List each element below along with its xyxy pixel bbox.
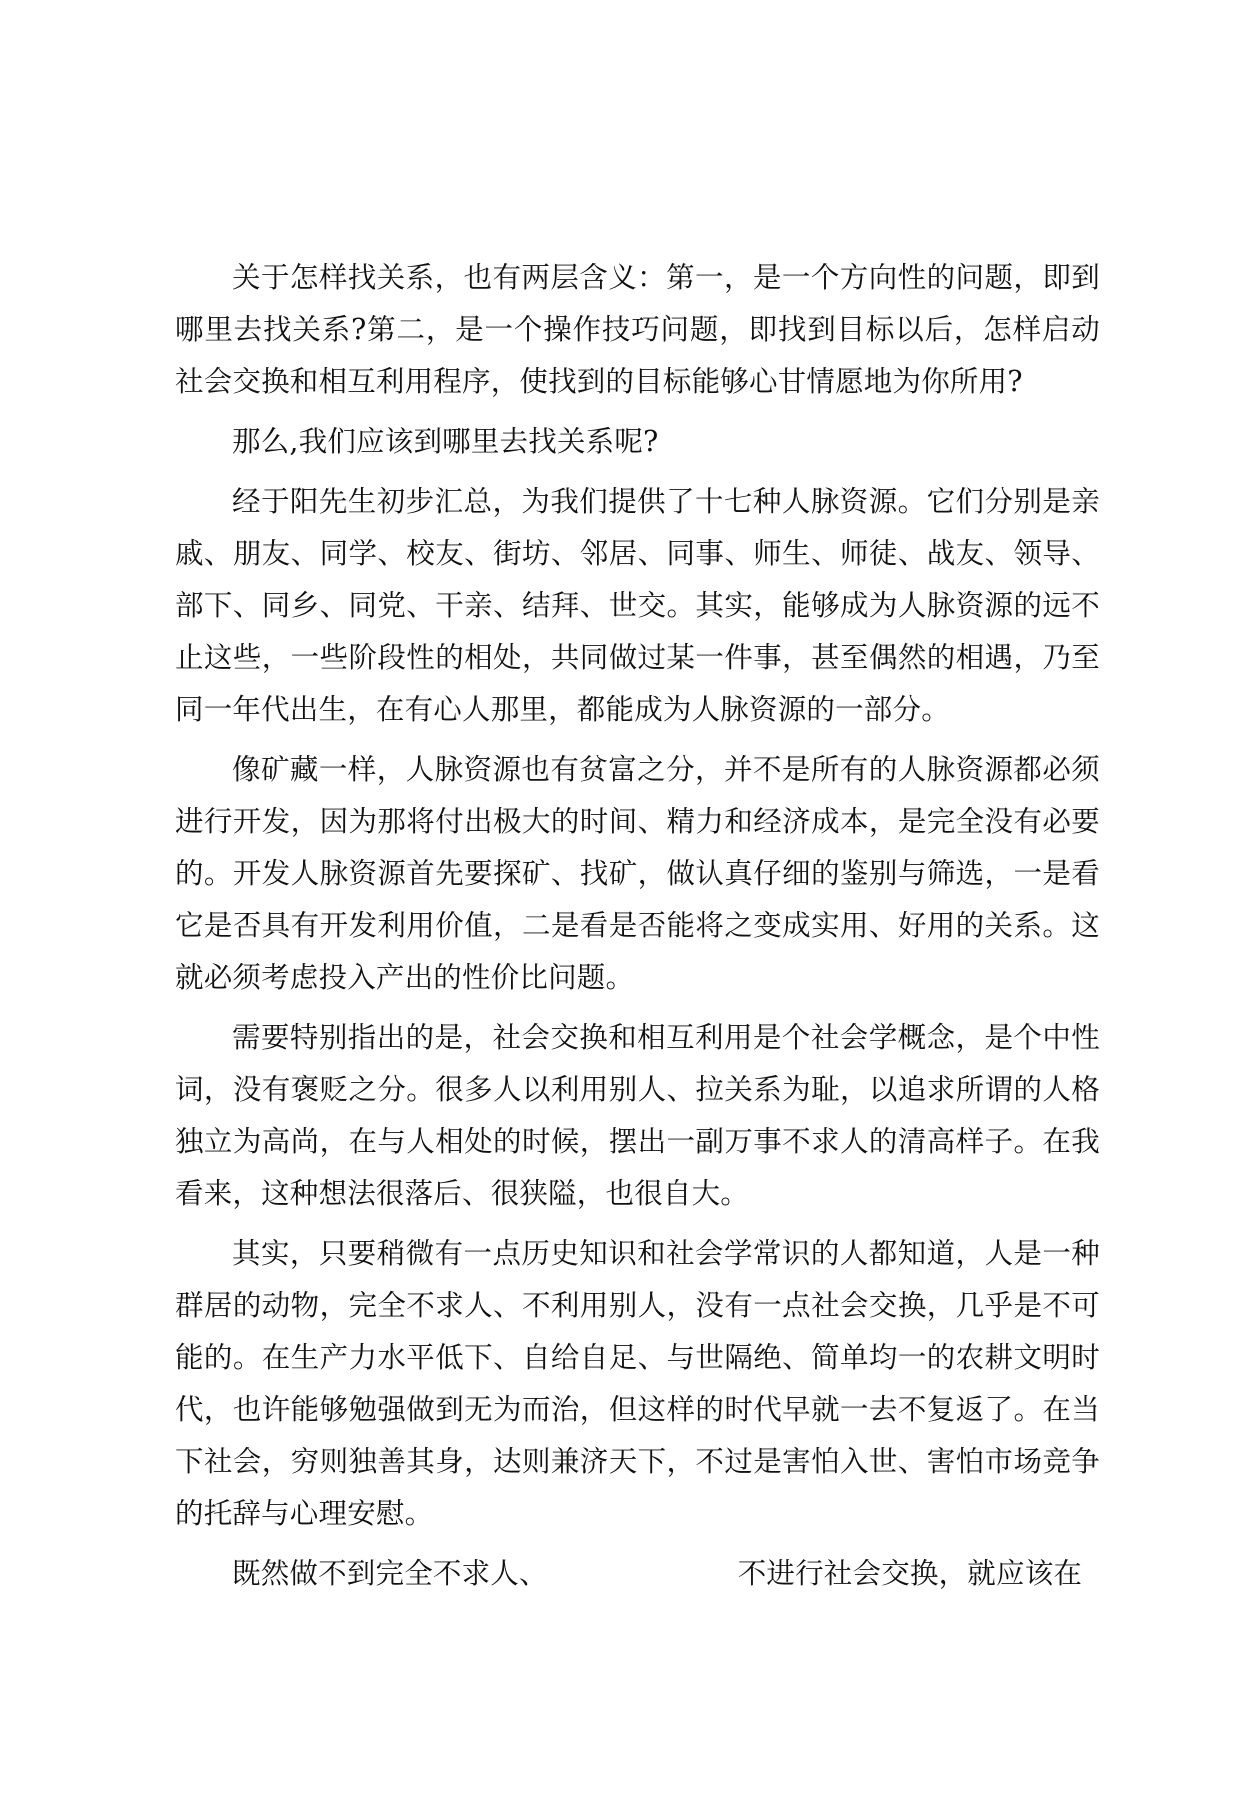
paragraph-6: 其实，只要稍微有一点历史知识和社会学常识的人都知道，人是一种群居的动物，完全不求人、不利用别人，没有一点社会交换，几乎是不可能的。在生产力水平低下、自给自足、与世隔绝、简单均一的农耕文明时代，也许能够勉强做到无为而治，但这样的时代早就一去不复返了。在当下社会，穷则独善其身，达则兼济天下，不过是害怕入世、害怕市场竞争的托辞与心理安慰。 bbox=[175, 1237, 1100, 1530]
paragraph-4: 像矿藏一样，人脉资源也有贫富之分，并不是所有的人脉资源都必须进行开发，因为那将付出极大的时间、精力和经济成本，是完全没有必要的。开发人脉资源首先要探矿、找矿，做认真仔细的鉴别与筛选，一是看它是否具有开发利用价值，二是看是否能将之变成实用、好用的关系。这就必须考虑投入产出的性价比问题。 bbox=[175, 753, 1100, 994]
paragraph-5: 需要特别指出的是，社会交换和相互利用是个社会学概念，是个中性词，没有褒贬之分。很多人以利用别人、拉关系为耻，以追求所谓的人格独立为高尚，在与人相处的时候，摆出一副万事不求人的清高样子。在我看来，这种想法很落后、很狭隘，也很自大。 bbox=[175, 1021, 1100, 1210]
paragraph-2: 那么,我们应该到哪里去找关系呢? bbox=[232, 425, 659, 458]
paragraph-7-partial bbox=[175, 1548, 1100, 1600]
last-line-left: 既然做不到完全不求人、 bbox=[232, 1557, 548, 1590]
document-body bbox=[175, 252, 1100, 1608]
last-line-right: 不进行社会交换，就应该在 bbox=[737, 1557, 1083, 1590]
paragraph-3: 经于阳先生初步汇总，为我们提供了十七种人脉资源。它们分别是亲戚、朋友、同学、校友、街坊、邻居、同事、师生、师徒、战友、领导、部下、同乡、同党、干亲、结拜、世交。其实，能够成为人脉资源的远不止这些，一些阶段性的相处，共同做过某一件事，甚至偶然的相遇，乃至同一年代出生，在有心人那里，都能成为人脉资源的一部分。 bbox=[175, 485, 1100, 726]
paragraph-1: 关于怎样找关系，也有两层含义：第一，是一个方向性的问题，即到哪里去找关系?第二，是一个操作技巧问题，即找到目标以后，怎样启动社会交换和相互利用程序，使找到的目标能够心甘情愿地为你所用? bbox=[175, 261, 1100, 398]
